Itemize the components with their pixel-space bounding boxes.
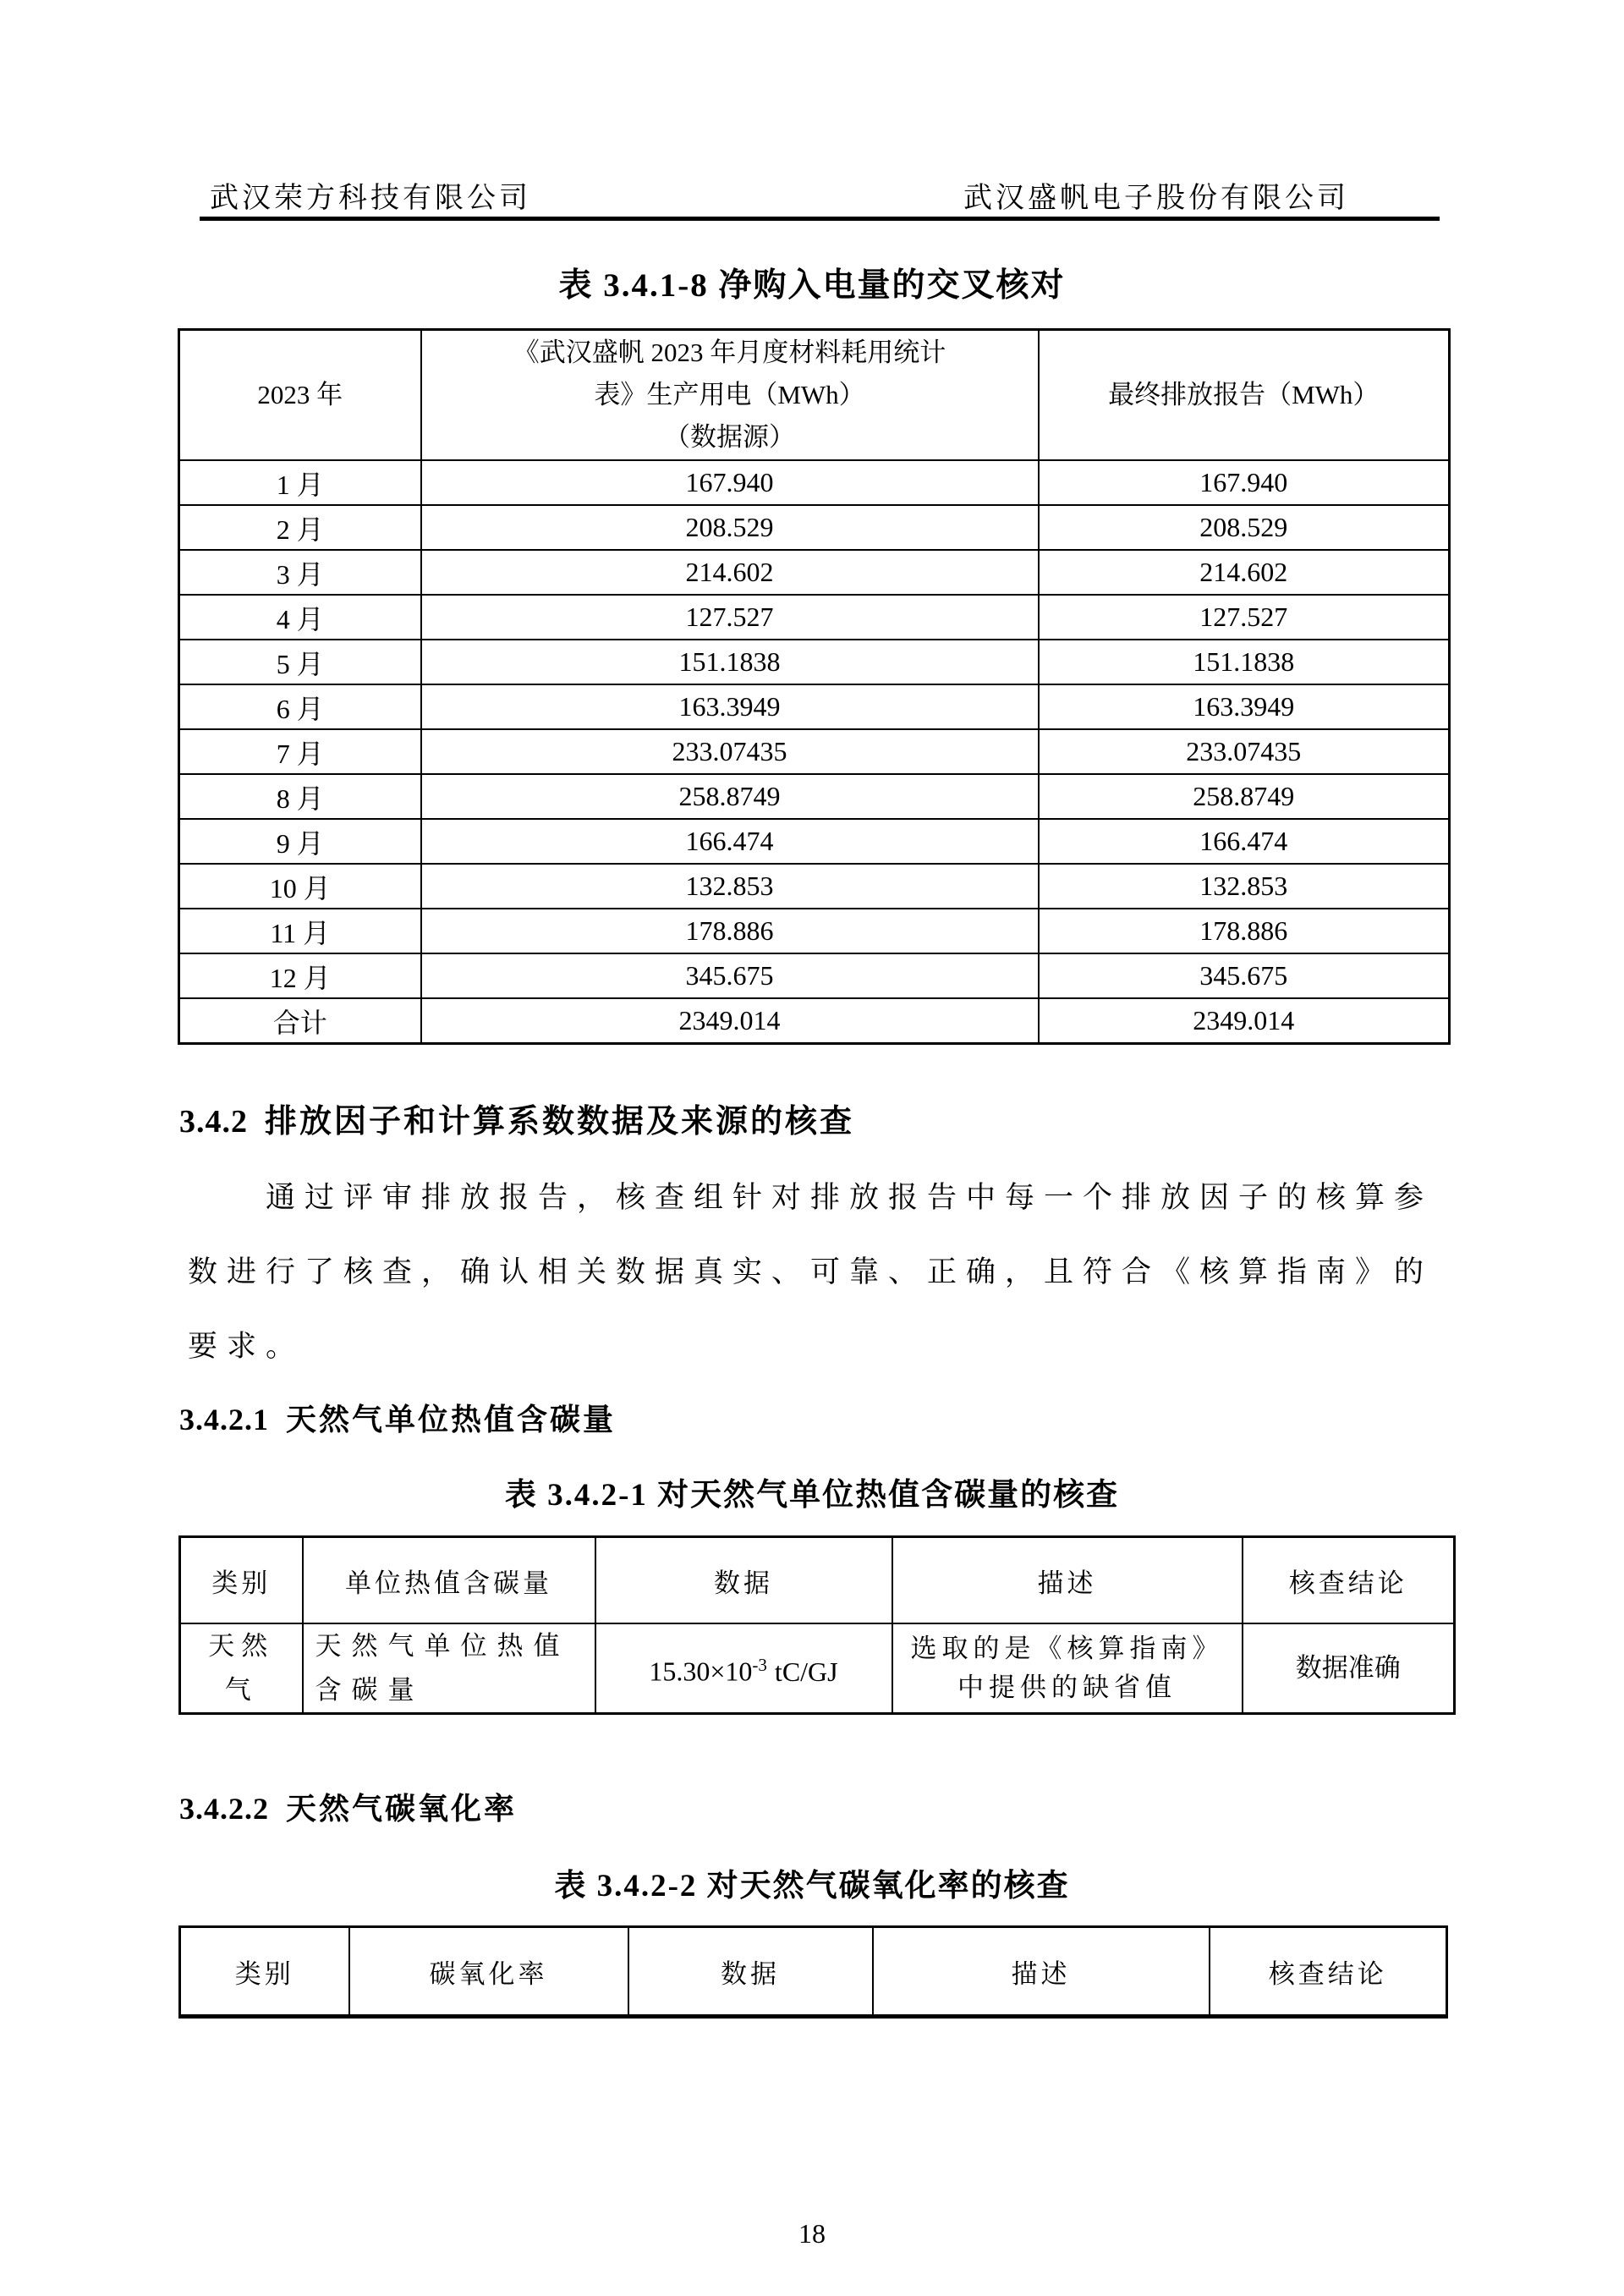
table-row [179, 684, 1450, 729]
table1-header-source-line1: 《武汉盛帆 2023 年月度材料耗用统计 [513, 338, 946, 367]
month-cell: 12 月 [179, 953, 421, 998]
conclusion-cell: 数据准确 [1243, 1623, 1455, 1714]
table2-header-conclusion: 核查结论 [1243, 1537, 1455, 1624]
table2-header-description: 描述 [892, 1537, 1243, 1624]
ncv-carbon-content-table [178, 1535, 1456, 1715]
table3-header-oxidation-rate: 碳氧化率 [349, 1927, 628, 2017]
table-row [179, 550, 1450, 595]
report-value-cell: 132.853 [1039, 864, 1450, 909]
section-number: 3.4.2 [179, 1104, 248, 1140]
table-row [179, 729, 1450, 774]
section-title: 排放因子和计算系数数据及来源的核查 [265, 1104, 855, 1140]
table1-header-report: 最终排放报告（MWh） [1039, 330, 1450, 461]
source-value-cell: 167.940 [421, 460, 1039, 505]
source-total-cell: 2349.014 [421, 998, 1039, 1044]
month-cell: 10 月 [179, 864, 421, 909]
source-value-cell: 127.527 [421, 595, 1039, 640]
body-paragraph [188, 1161, 1448, 1384]
table2-header-category: 类别 [180, 1537, 303, 1624]
table1-header-source-line2: 表》生产用电（MWh） [594, 380, 865, 409]
data-value-cell [595, 1623, 892, 1714]
table1-header-row [179, 330, 1450, 461]
value-unit: tC/GJ [774, 1656, 838, 1687]
month-cell: 4 月 [179, 595, 421, 640]
table1-title: 表 3.4.1-8 净购入电量的交叉核对 [558, 267, 1066, 304]
source-value-cell: 178.886 [421, 909, 1039, 953]
month-cell: 1 月 [179, 460, 421, 505]
header-left-company: 武汉荣方科技有限公司 [210, 183, 531, 214]
report-value-cell: 233.07435 [1039, 729, 1450, 774]
factor-cell: 天然气单位热值含碳量 [303, 1623, 595, 1714]
net-electricity-cross-check-table [178, 328, 1451, 1045]
section-number: 3.4.2.1 [179, 1403, 269, 1436]
table3-header-data: 数据 [628, 1927, 873, 2017]
table-row [179, 864, 1450, 909]
report-value-cell: 258.8749 [1039, 774, 1450, 819]
report-value-cell: 208.529 [1039, 505, 1450, 550]
report-value-cell: 167.940 [1039, 460, 1450, 505]
header-right-company: 武汉盛帆电子股份有限公司 [963, 183, 1349, 214]
table2-title: 表 3.4.2-1 对天然气单位热值含碳量的核查 [504, 1478, 1120, 1513]
table3-title: 表 3.4.2-2 对天然气碳氧化率的核查 [554, 1869, 1070, 1903]
source-value-cell: 233.07435 [421, 729, 1039, 774]
value-base: 15.30×10 [649, 1656, 753, 1687]
value-exponent: -3 [752, 1655, 767, 1676]
report-value-cell: 214.602 [1039, 550, 1450, 595]
section-title: 天然气碳氧化率 [286, 1792, 518, 1826]
table1-header-source-line3: （数据源） [664, 422, 795, 452]
header-rule [200, 217, 1440, 221]
report-value-cell: 345.675 [1039, 953, 1450, 998]
month-cell: 11 月 [179, 909, 421, 953]
description-cell: 选取的是《核算指南》中提供的缺省值 [892, 1623, 1243, 1714]
table-row [179, 774, 1450, 819]
table2-header-factor: 单位热值含碳量 [303, 1537, 595, 1624]
table2-data-row [180, 1623, 1455, 1714]
total-label-cell: 合计 [179, 998, 421, 1044]
section-heading-3422 [179, 1785, 517, 1828]
month-cell: 2 月 [179, 505, 421, 550]
total-row [179, 998, 1450, 1044]
oxidation-rate-table [178, 1925, 1448, 2019]
report-value-cell: 166.474 [1039, 819, 1450, 864]
paragraph-line: 要求。 [188, 1330, 305, 1363]
table2-header-row [180, 1537, 1455, 1624]
page-number: 18 [798, 2218, 826, 2249]
report-value-cell: 178.886 [1039, 909, 1450, 953]
report-value-cell: 151.1838 [1039, 640, 1450, 684]
month-cell: 6 月 [179, 684, 421, 729]
section-title: 天然气单位热值含碳量 [286, 1403, 617, 1436]
table-row [179, 819, 1450, 864]
table3-header-description: 描述 [873, 1927, 1210, 2017]
table-row [179, 595, 1450, 640]
section-heading-342 [179, 1095, 854, 1141]
category-cell: 天然气 [180, 1623, 303, 1714]
table1-header-source [421, 330, 1039, 461]
table3-header-conclusion: 核查结论 [1210, 1927, 1447, 2017]
month-cell: 3 月 [179, 550, 421, 595]
paragraph-line: 数进行了核查，确认相关数据真实、可靠、正确，且符合《核算指南》的 [188, 1255, 1434, 1288]
month-cell: 8 月 [179, 774, 421, 819]
paragraph-line: 通过评审排放报告，核查组针对排放报告中每一个排放因子的核算参 [266, 1181, 1434, 1214]
source-value-cell: 132.853 [421, 864, 1039, 909]
table-row [179, 505, 1450, 550]
table-row [179, 640, 1450, 684]
month-cell: 9 月 [179, 819, 421, 864]
month-cell: 7 月 [179, 729, 421, 774]
source-value-cell: 345.675 [421, 953, 1039, 998]
section-heading-3421 [179, 1396, 616, 1439]
source-value-cell: 151.1838 [421, 640, 1039, 684]
source-value-cell: 214.602 [421, 550, 1039, 595]
report-value-cell: 163.3949 [1039, 684, 1450, 729]
report-total-cell: 2349.014 [1039, 998, 1450, 1044]
table-row [179, 909, 1450, 953]
table1-header-year: 2023 年 [179, 330, 421, 461]
report-value-cell: 127.527 [1039, 595, 1450, 640]
month-cell: 5 月 [179, 640, 421, 684]
table3-header-category: 类别 [180, 1927, 349, 2017]
table-row [179, 460, 1450, 505]
source-value-cell: 208.529 [421, 505, 1039, 550]
table3-header-row [180, 1927, 1447, 2017]
source-value-cell: 163.3949 [421, 684, 1039, 729]
section-number: 3.4.2.2 [179, 1792, 269, 1826]
table2-header-data: 数据 [595, 1537, 892, 1624]
source-value-cell: 258.8749 [421, 774, 1039, 819]
table-row [179, 953, 1450, 998]
source-value-cell: 166.474 [421, 819, 1039, 864]
